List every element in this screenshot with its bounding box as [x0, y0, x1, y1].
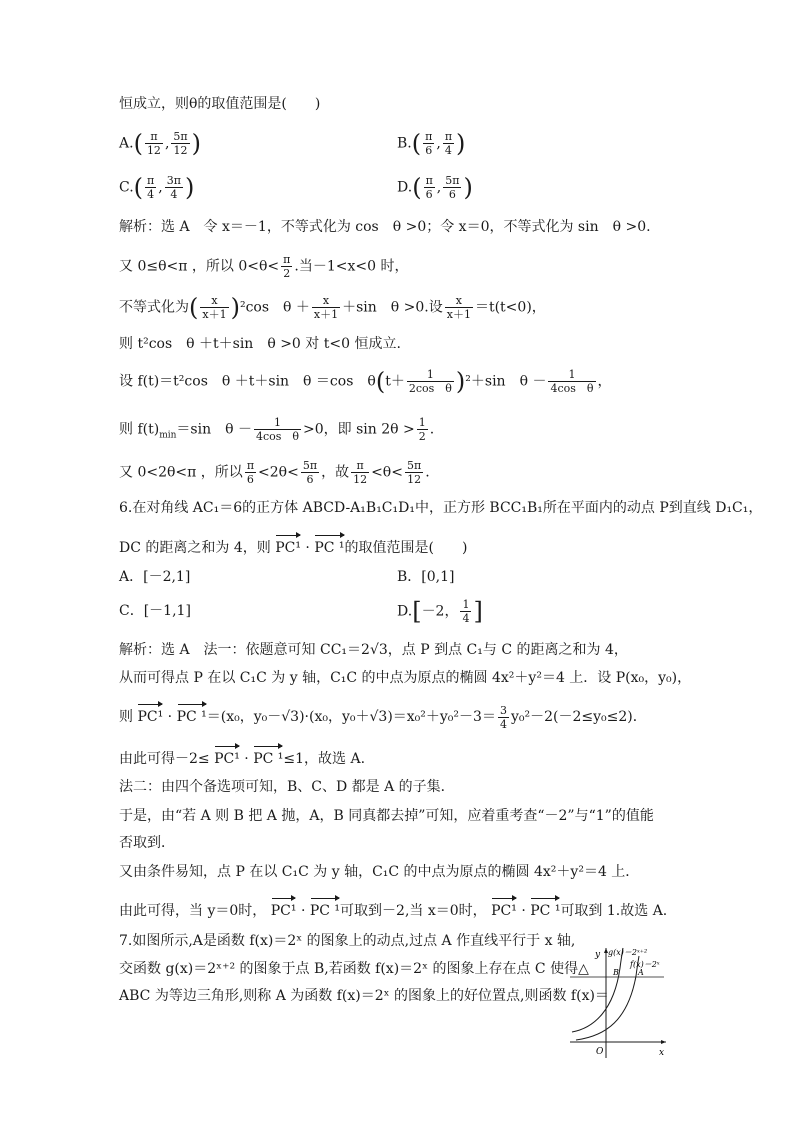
label-g: g(x)＝2ˣ⁺² [608, 948, 648, 957]
q6-method2-line-3: 否取到． [119, 835, 175, 851]
q5-option-c: C.( $\frac{\pi}{4}$ , $\frac{3\pi}{4}$ ) [119, 173, 195, 202]
q5-stem: 恒成立，则θ的取值范围是( ) [119, 96, 321, 112]
q5-solution-line-2: 又 0≤θ<π ，所以 0<θ< $\frac{\pi}{2}$ .当－1<x<0 时， [119, 253, 409, 280]
q5-option-b: B.( $\frac{\pi}{6}$ , $\frac{\pi}{4}$ ) [397, 129, 466, 158]
q6-stem-line-1: 6.在对角线 AC₁＝6的正方体 ABCD-A₁B₁C₁D₁中，正方形 BCC₁B₁所在平面内的动点 P到直线 D₁C₁， [119, 500, 763, 516]
curve-g [572, 948, 623, 1032]
label-f: f(x)＝2ˣ [630, 960, 660, 969]
q5-solution-line-6: 则 $f(t)_{min}=\sin$ θ － $\frac{1}{\text{4cos θ}}$ >0，即 sin 2θ > $\frac{1}{2}$ . [119, 416, 435, 443]
q7-stem-line-3: ABC 为等边三角形,则称 A 为函数 f(x)＝2ˣ 的图象上的好位置点,则函数 f(x)＝ [119, 988, 609, 1004]
q6-method2-line-4: 又由条件易知，点 P 在以 C₁C 为 y 轴，C₁C 的中点为原点的椭圆 4x²＋y²＝4 上． [119, 864, 640, 880]
label-x: x [659, 1048, 665, 1058]
q5-solution-line-3: 不等式化为( $\frac{x}{x+1}$ )²cos θ ＋ $\frac{x}{x+1}$ ＋sin θ >0.设 $\frac{x}{x+1}$ ＝t(t<0)， [119, 293, 546, 322]
q7-stem-line-2: 交函数 g(x)＝2ˣ⁺² 的图象于点 B,若函数 f(x)＝2ˣ 的图象上存在点 C 使得△ [119, 961, 589, 977]
q5-option-a: A.( $\frac{\pi}{12}$ , $\frac{5\pi}{12}$ ) [119, 129, 201, 158]
q6-solution-line-4: 由此可得－2≤ PC¹ · PC ¹≤1，故选 A. [119, 743, 365, 769]
q5-solution-line-4: 则 t²cos θ ＋t＋sin θ >0 对 t<0 恒成立. [119, 336, 401, 352]
label-y: y [595, 950, 601, 960]
q7-function-graph [566, 940, 670, 1060]
q6-option-d: D.[－2， $\frac{1}{4}$ ] [397, 597, 483, 626]
q6-option-c: C．[－1,1] [119, 603, 191, 619]
label-b: B [613, 968, 619, 977]
q6-option-a: A．[－2,1] [119, 569, 191, 585]
label-o: O [596, 1047, 604, 1057]
q6-option-b: B．[0,1] [397, 569, 455, 585]
q5-solution-line-1: 解析：选 A 令 x＝－1，不等式化为 cos θ >0；令 x＝0，不等式化为 sin θ >0. [119, 219, 651, 235]
q6-method2-line-1: 法二：由四个备选项可知，B、C、D 都是 A 的子集． [119, 779, 455, 795]
q7-stem-line-1: 7.如图所示,A是函数 f(x)＝2ˣ 的图象上的动点,过点 A 作直线平行于 x 轴, [119, 933, 576, 949]
q6-solution-line-1: 解析：选 A 法一：依题意可知 CC₁＝2√3，点 P 到点 C₁与 C 的距离之和为 4， [119, 642, 628, 658]
q6-solution-line-2: 从而可得点 P 在以 C₁C 为 y 轴，C₁C 的中点为原点的椭圆 4x²＋y²＝4 上．设 P(x₀，y₀)， [119, 670, 692, 686]
x-axis-arrow [661, 1040, 666, 1044]
q6-stem-line-2: DC 的距离之和为 4，则 PC¹ · PC ¹的取值范围是( ) [119, 532, 467, 558]
q6-method2-line-2: 于是，由“若 A 则 B 把 A 抛，A，B 同真都去掉”可知，应着重考查“－2”与“1”的值能 [119, 808, 654, 824]
q6-solution-line-3: 则 PC¹ · PC ¹＝(x₀，y₀－√3)·(x₀，y₀＋√3)＝x₀²＋y₀²－3＝ $\frac{3}{4}$ y₀²－2(－2≤y₀≤2)． [119, 701, 647, 731]
label-a: A [638, 968, 644, 977]
q5-solution-line-5: 设 f(t)＝t²cos θ ＋t＋sin θ ＝cos θ(t＋ $\frac{1}{\text{2cos θ}}$ )²＋sin θ － $\frac{1}{\text{4cos θ}}$ ， [119, 367, 612, 396]
q5-solution-line-7: 又 0<2θ<π ，所以 $\frac{\pi}{6}$ <2θ< $\frac{5\pi}{6}$ ，故 $\frac{\pi}{12}$ <θ< $\frac{5\pi}{12}$ . [119, 459, 430, 486]
q5-option-d: D.( $\frac{\pi}{6}$ , $\frac{5\pi}{6}$ ) [397, 173, 473, 202]
q6-method2-line-5: 由此可得，当 y＝0时， PC¹ · PC ¹可取到－2,当 x＝0时， PC¹ · PC ¹可取到 1.故选 A. [119, 895, 667, 921]
